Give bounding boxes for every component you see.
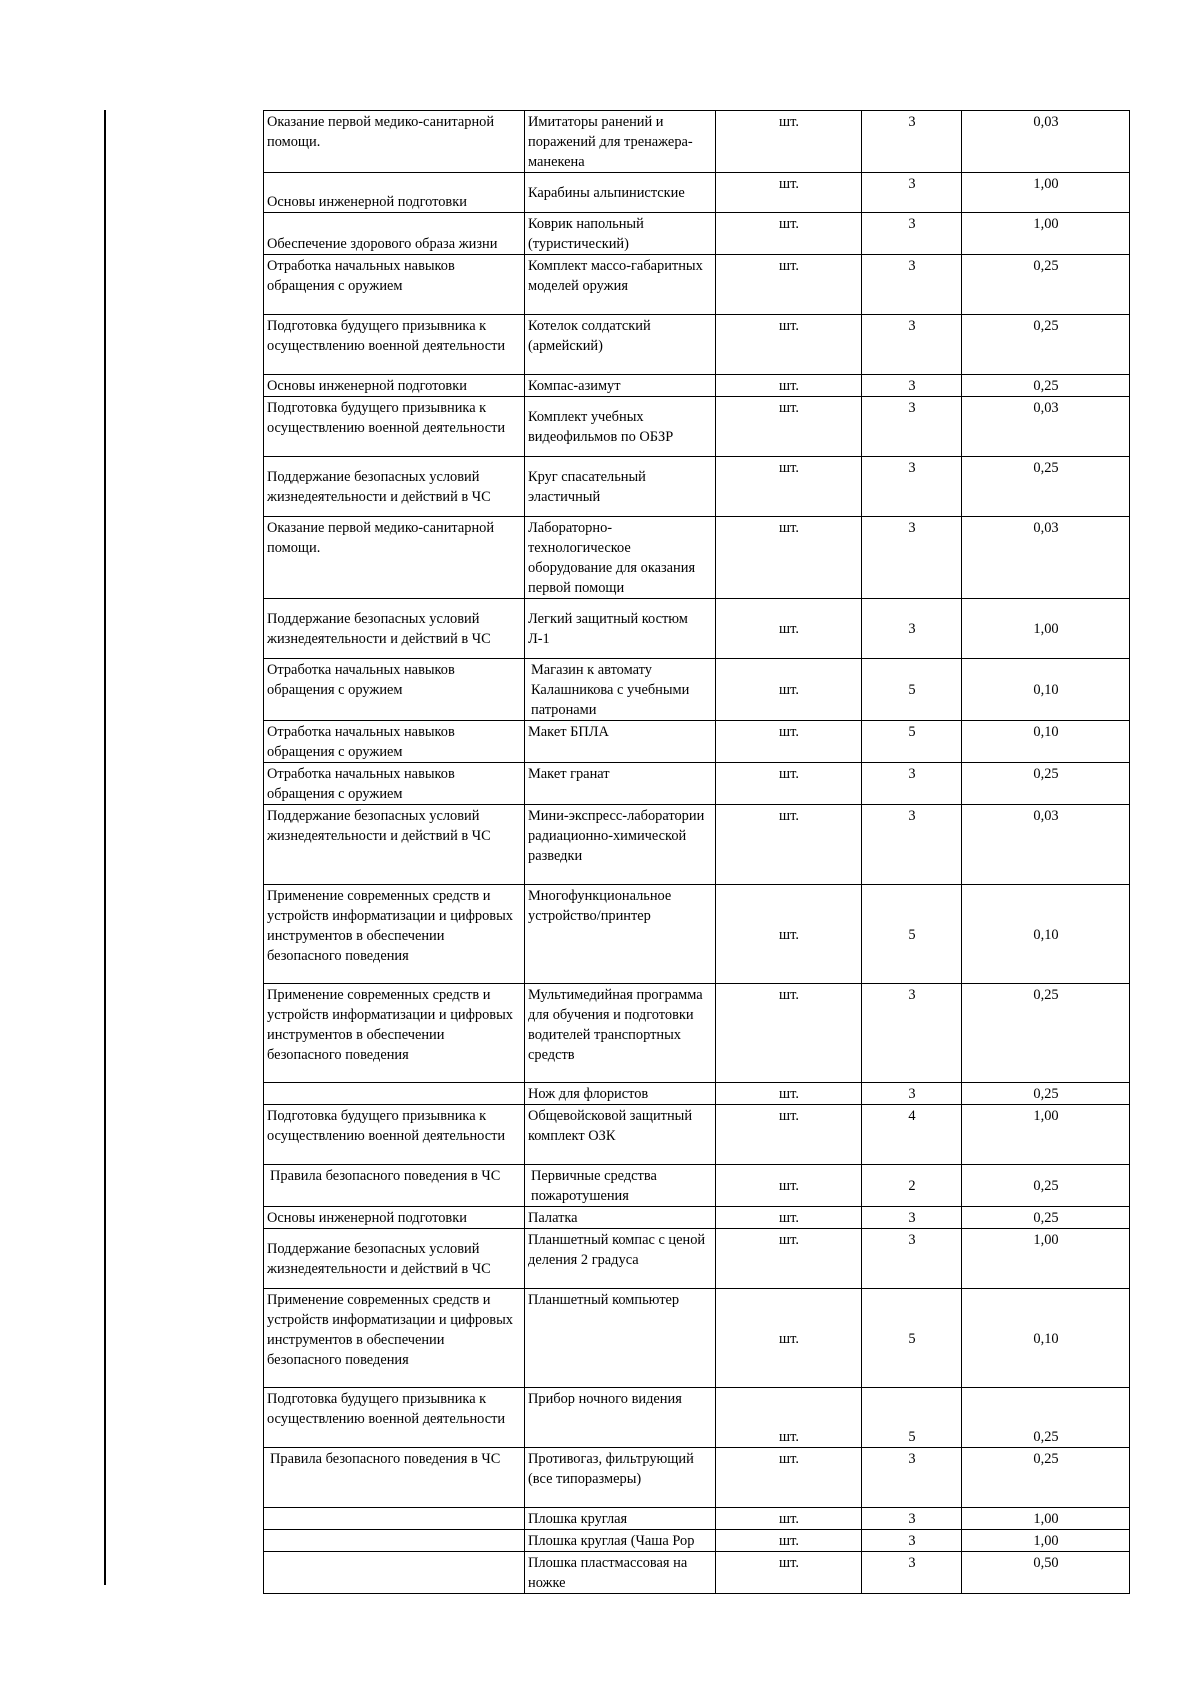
- unit-cell: шт.: [716, 375, 862, 397]
- table-row: [264, 111, 1130, 173]
- section-cell: [264, 1083, 525, 1105]
- table-row: [264, 721, 1130, 763]
- table-row: [264, 375, 1130, 397]
- item-cell: Коврик напольный (туристический): [525, 213, 716, 255]
- unit-cell: шт.: [716, 517, 862, 599]
- unit-cell: шт.: [716, 1165, 862, 1207]
- item-cell: Планшетный компас с ценой деления 2 градуса: [525, 1229, 716, 1289]
- left-margin-rule: [104, 110, 106, 1585]
- qty-cell: 2: [862, 1165, 962, 1207]
- item-cell: Первичные средства пожаротушения: [525, 1165, 716, 1207]
- coef-cell: 0,25: [962, 315, 1130, 375]
- coef-cell: 0,25: [962, 984, 1130, 1083]
- coef-cell: 0,50: [962, 1552, 1130, 1594]
- unit-cell: шт.: [716, 315, 862, 375]
- qty-cell: 5: [862, 1289, 962, 1388]
- qty-cell: 3: [862, 1552, 962, 1594]
- section-cell: Подготовка будущего призывника к осуществлению военной деятельности: [264, 1105, 525, 1165]
- table-row: [264, 1083, 1130, 1105]
- item-cell: Палатка: [525, 1207, 716, 1229]
- unit-cell: шт.: [716, 1508, 862, 1530]
- coef-cell: 1,00: [962, 213, 1130, 255]
- section-cell: Отработка начальных навыков обращения с оружием: [264, 721, 525, 763]
- section-cell: Поддержание безопасных условий жизнедеятельности и действий в ЧС: [264, 457, 525, 517]
- table-row: [264, 517, 1130, 599]
- item-cell: Многофункциональное устройство/принтер: [525, 885, 716, 984]
- coef-cell: 1,00: [962, 173, 1130, 213]
- unit-cell: шт.: [716, 213, 862, 255]
- unit-cell: шт.: [716, 984, 862, 1083]
- item-cell: Прибор ночного видения: [525, 1388, 716, 1448]
- section-cell: [264, 1552, 525, 1594]
- coef-cell: 0,25: [962, 255, 1130, 315]
- unit-cell: шт.: [716, 1388, 862, 1448]
- item-cell: Котелок солдатский (армейский): [525, 315, 716, 375]
- table-row: [264, 1388, 1130, 1448]
- unit-cell: шт.: [716, 599, 862, 659]
- table-row: [264, 659, 1130, 721]
- qty-cell: 5: [862, 659, 962, 721]
- item-cell: Магазин к автомату Калашникова с учебными патронами: [525, 659, 716, 721]
- section-cell: Подготовка будущего призывника к осуществлению военной деятельности: [264, 397, 525, 457]
- unit-cell: шт.: [716, 1105, 862, 1165]
- section-cell: Поддержание безопасных условий жизнедеятельности и действий в ЧС: [264, 599, 525, 659]
- table-row: [264, 1207, 1130, 1229]
- table-row: [264, 173, 1130, 213]
- unit-cell: шт.: [716, 1207, 862, 1229]
- item-cell: Плошка пластмассовая на ножке: [525, 1552, 716, 1594]
- coef-cell: 0,10: [962, 885, 1130, 984]
- table-row: [264, 1229, 1130, 1289]
- table-row: [264, 1448, 1130, 1508]
- section-cell: Основы инженерной подготовки: [264, 1207, 525, 1229]
- coef-cell: 1,00: [962, 1229, 1130, 1289]
- item-cell: Лабораторно-технологическое оборудование для оказания первой помощи: [525, 517, 716, 599]
- item-cell: Комплект учебных видеофильмов по ОБЗР: [525, 397, 716, 457]
- unit-cell: шт.: [716, 1229, 862, 1289]
- coef-cell: 0,25: [962, 457, 1130, 517]
- unit-cell: шт.: [716, 397, 862, 457]
- table-row: [264, 1508, 1130, 1530]
- section-cell: Основы инженерной подготовки: [264, 375, 525, 397]
- section-cell: Применение современных средств и устройств информатизации и цифровых инструментов в обеспечении безопасного поведения: [264, 984, 525, 1083]
- unit-cell: шт.: [716, 1289, 862, 1388]
- unit-cell: шт.: [716, 1552, 862, 1594]
- qty-cell: 3: [862, 805, 962, 885]
- section-cell: Правила безопасного поведения в ЧС: [264, 1448, 525, 1508]
- section-cell: Отработка начальных навыков обращения с оружием: [264, 659, 525, 721]
- equipment-table: [263, 110, 1130, 1594]
- unit-cell: шт.: [716, 173, 862, 213]
- coef-cell: 1,00: [962, 1105, 1130, 1165]
- unit-cell: шт.: [716, 1448, 862, 1508]
- table-row: [264, 397, 1130, 457]
- item-cell: Карабины альпинистские: [525, 173, 716, 213]
- table-row: [264, 1552, 1130, 1594]
- qty-cell: 3: [862, 397, 962, 457]
- item-cell: Мультимедийная программа для обучения и подготовки водителей транспортных средств: [525, 984, 716, 1083]
- coef-cell: 0,25: [962, 1448, 1130, 1508]
- section-cell: Обеспечение здорового образа жизни: [264, 213, 525, 255]
- coef-cell: 0,25: [962, 1083, 1130, 1105]
- item-cell: Макет БПЛА: [525, 721, 716, 763]
- qty-cell: 5: [862, 885, 962, 984]
- unit-cell: шт.: [716, 111, 862, 173]
- table-row: [264, 1530, 1130, 1552]
- qty-cell: 3: [862, 375, 962, 397]
- coef-cell: 0,25: [962, 1165, 1130, 1207]
- coef-cell: 0,25: [962, 1388, 1130, 1448]
- unit-cell: шт.: [716, 763, 862, 805]
- qty-cell: 3: [862, 1530, 962, 1552]
- section-cell: [264, 1530, 525, 1552]
- qty-cell: 3: [862, 173, 962, 213]
- section-cell: [264, 1508, 525, 1530]
- item-cell: Планшетный компьютер: [525, 1289, 716, 1388]
- table-row: [264, 255, 1130, 315]
- table-row: [264, 885, 1130, 984]
- item-cell: Круг спасательный эластичный: [525, 457, 716, 517]
- unit-cell: шт.: [716, 885, 862, 984]
- coef-cell: 0,10: [962, 721, 1130, 763]
- coef-cell: 0,25: [962, 763, 1130, 805]
- item-cell: Плошка круглая (Чаша Рор: [525, 1530, 716, 1552]
- qty-cell: 3: [862, 457, 962, 517]
- item-cell: Мини-экспресс-лаборатории радиационно-химической разведки: [525, 805, 716, 885]
- qty-cell: 5: [862, 1388, 962, 1448]
- section-cell: Отработка начальных навыков обращения с оружием: [264, 255, 525, 315]
- unit-cell: шт.: [716, 659, 862, 721]
- table-row: [264, 599, 1130, 659]
- coef-cell: 0,03: [962, 805, 1130, 885]
- unit-cell: шт.: [716, 805, 862, 885]
- qty-cell: 3: [862, 517, 962, 599]
- item-cell: Макет гранат: [525, 763, 716, 805]
- item-cell: Комплект массо-габаритных моделей оружия: [525, 255, 716, 315]
- item-cell: Общевойсковой защитный комплект ОЗК: [525, 1105, 716, 1165]
- coef-cell: 0,03: [962, 111, 1130, 173]
- coef-cell: 0,03: [962, 397, 1130, 457]
- section-cell: Поддержание безопасных условий жизнедеятельности и действий в ЧС: [264, 1229, 525, 1289]
- unit-cell: шт.: [716, 457, 862, 517]
- section-cell: Правила безопасного поведения в ЧС: [264, 1165, 525, 1207]
- qty-cell: 3: [862, 1207, 962, 1229]
- section-cell: Применение современных средств и устройств информатизации и цифровых инструментов в обеспечении безопасного поведения: [264, 1289, 525, 1388]
- table-row: [264, 1165, 1130, 1207]
- section-cell: Поддержание безопасных условий жизнедеятельности и действий в ЧС: [264, 805, 525, 885]
- coef-cell: 0,25: [962, 375, 1130, 397]
- section-cell: Отработка начальных навыков обращения с оружием: [264, 763, 525, 805]
- table-row: [264, 457, 1130, 517]
- qty-cell: 3: [862, 315, 962, 375]
- coef-cell: 0,25: [962, 1207, 1130, 1229]
- coef-cell: 0,03: [962, 517, 1130, 599]
- item-cell: Нож для флористов: [525, 1083, 716, 1105]
- unit-cell: шт.: [716, 255, 862, 315]
- item-cell: Легкий защитный костюм Л-1: [525, 599, 716, 659]
- coef-cell: 0,10: [962, 1289, 1130, 1388]
- unit-cell: шт.: [716, 1530, 862, 1552]
- section-cell: Подготовка будущего призывника к осуществлению военной деятельности: [264, 1388, 525, 1448]
- table-row: [264, 805, 1130, 885]
- qty-cell: 3: [862, 213, 962, 255]
- qty-cell: 3: [862, 763, 962, 805]
- coef-cell: 1,00: [962, 1530, 1130, 1552]
- qty-cell: 4: [862, 1105, 962, 1165]
- item-cell: Противогаз, фильтрующий (все типоразмеры): [525, 1448, 716, 1508]
- coef-cell: 0,10: [962, 659, 1130, 721]
- table-row: [264, 984, 1130, 1083]
- qty-cell: 3: [862, 599, 962, 659]
- table-row: [264, 315, 1130, 375]
- item-cell: Плошка круглая: [525, 1508, 716, 1530]
- qty-cell: 3: [862, 1229, 962, 1289]
- qty-cell: 3: [862, 111, 962, 173]
- table-row: [264, 763, 1130, 805]
- qty-cell: 3: [862, 984, 962, 1083]
- item-cell: Компас-азимут: [525, 375, 716, 397]
- qty-cell: 5: [862, 721, 962, 763]
- item-cell: Имитаторы ранений и поражений для тренажера-манекена: [525, 111, 716, 173]
- section-cell: Оказание первой медико-санитарной помощи.: [264, 517, 525, 599]
- qty-cell: 3: [862, 255, 962, 315]
- table-row: [264, 1289, 1130, 1388]
- qty-cell: 3: [862, 1083, 962, 1105]
- unit-cell: шт.: [716, 721, 862, 763]
- coef-cell: 1,00: [962, 1508, 1130, 1530]
- qty-cell: 3: [862, 1508, 962, 1530]
- section-cell: Основы инженерной подготовки: [264, 173, 525, 213]
- section-cell: Подготовка будущего призывника к осуществлению военной деятельности: [264, 315, 525, 375]
- table-row: [264, 213, 1130, 255]
- qty-cell: 3: [862, 1448, 962, 1508]
- unit-cell: шт.: [716, 1083, 862, 1105]
- section-cell: Применение современных средств и устройств информатизации и цифровых инструментов в обеспечении безопасного поведения: [264, 885, 525, 984]
- section-cell: Оказание первой медико-санитарной помощи.: [264, 111, 525, 173]
- table-row: [264, 1105, 1130, 1165]
- coef-cell: 1,00: [962, 599, 1130, 659]
